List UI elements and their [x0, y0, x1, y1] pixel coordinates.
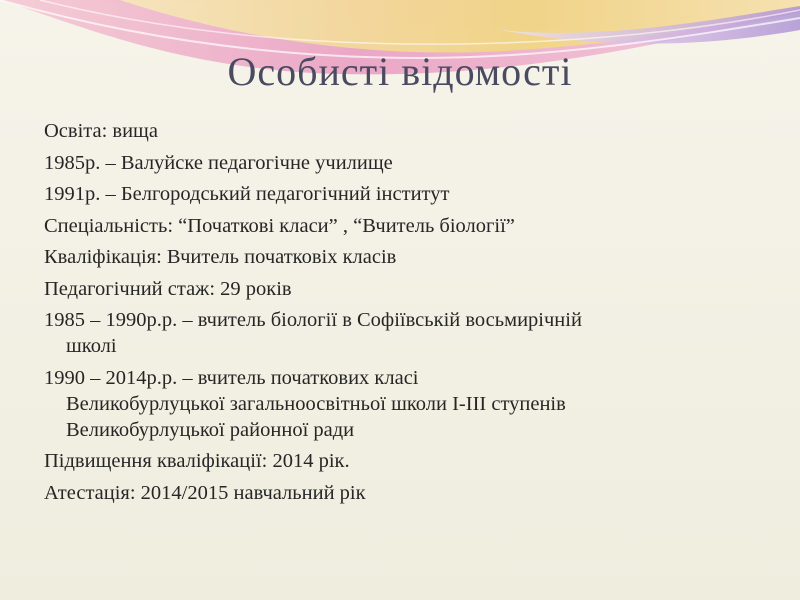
career-entry-2	[44, 365, 764, 443]
education-line: Освіта: вища	[44, 120, 158, 142]
qualification-line: Кваліфікація: Вчитель початковіх класів	[44, 246, 397, 268]
institute-line: 1991р. – Белгородський педагогічний інститут	[44, 183, 450, 205]
career-2-line-3: Великобурлуцької районної ради	[66, 418, 355, 441]
attestation-line: Атестація: 2014/2015 навчальний рік	[44, 481, 366, 504]
career-2-line-1: 1990 – 2014р.р. – вчитель початкових класі	[44, 366, 419, 389]
qualification-raise-line: Підвищення кваліфікації: 2014 рік.	[44, 450, 350, 472]
career-1-line-1: 1985 – 1990р.р. – вчитель біології в Софіївській восьмирічній	[44, 309, 582, 331]
experience-line: Педагогічний стаж: 29 років	[44, 277, 292, 300]
career-2-line-2: Великобурлуцької загальноосвітньої школи І-ІІІ ступенів	[66, 392, 566, 415]
slide-content	[44, 118, 764, 511]
career-1-line-2: школі	[66, 335, 117, 357]
college-line: 1985р. – Валуйске педагогічне училище	[44, 151, 393, 174]
specialty-line: Спеціальність: “Початкові класи” , “Вчитель біології”	[44, 214, 515, 237]
slide-title: Особисті відомості	[227, 49, 573, 94]
career-entry-1	[44, 307, 764, 359]
